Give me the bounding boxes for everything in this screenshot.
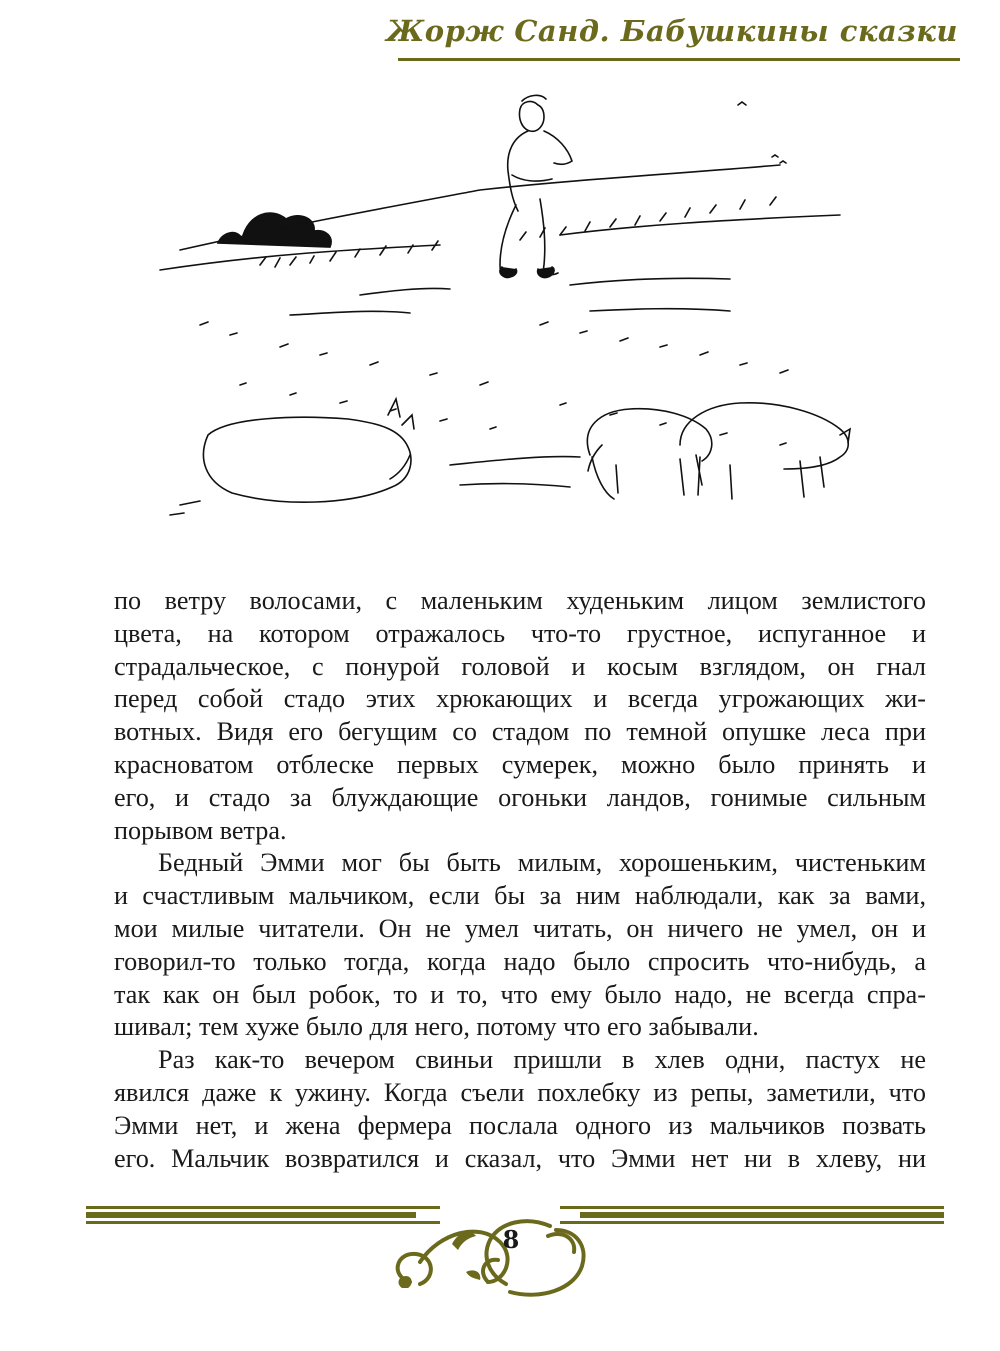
header-rule (398, 58, 960, 61)
paragraph-3 (114, 1044, 926, 1175)
text-line: говорил-то только тогда, когда надо было спросить что-нибудь, а (114, 946, 926, 976)
body-text (114, 585, 926, 1175)
page-number: 8 (502, 1225, 520, 1254)
illustration-boy-with-pigs (140, 85, 870, 535)
text-line: вотных. Видя его бегущим со стадом по темной опушке леса при (114, 717, 926, 747)
text-line: Раз как-то вечером свиньи пришли в хлев одни, пастух не (158, 1045, 926, 1075)
text-line: цвета, на котором отражалось что-то грустное, испуганное и (114, 618, 926, 648)
paragraph-1 (114, 585, 926, 847)
text-line: страдальческое, с понурой головой и косым взглядом, он гнал (114, 651, 926, 681)
text-line: порывом ветра. (114, 815, 287, 845)
paragraph-2 (114, 847, 926, 1044)
text-line: его. Мальчик возвратился и сказал, что Эмми нет ни в хлеву, ни (114, 1143, 926, 1173)
text-line: и счастливым мальчиком, если бы за ним наблюдали, как за вами, (114, 881, 926, 911)
text-line: мои милые читатели. Он не умел читать, он ничего не умел, он и (114, 913, 926, 943)
header-title: Жорж Санд. Бабушкины сказки (386, 14, 958, 48)
text-line: так как он был робок, то и то, что ему было надо, не всегда спра- (114, 979, 926, 1009)
text-line: шивал; тем хуже было для него, потому что его забывали. (114, 1012, 759, 1042)
text-line: явился даже к ужину. Когда съели похлебку из репы, заметили, что (114, 1077, 926, 1107)
text-line: Эмми нет, и жена фермера послала одного из мальчиков позвать (114, 1110, 926, 1140)
text-line: Бедный Эмми мог бы быть милым, хорошеньким, чистеньким (158, 848, 926, 878)
text-line: его, и стадо за блуждающие огоньки ландов, гонимые сильным (114, 782, 926, 812)
text-line: по ветру волосами, с маленьким худеньким лицом землистого (114, 586, 926, 615)
text-line: перед собой стадо этих хрюкающих и всегда угрожающих жи- (114, 684, 926, 714)
text-line: красноватом отблеске первых сумерек, можно было принять и (114, 749, 926, 779)
